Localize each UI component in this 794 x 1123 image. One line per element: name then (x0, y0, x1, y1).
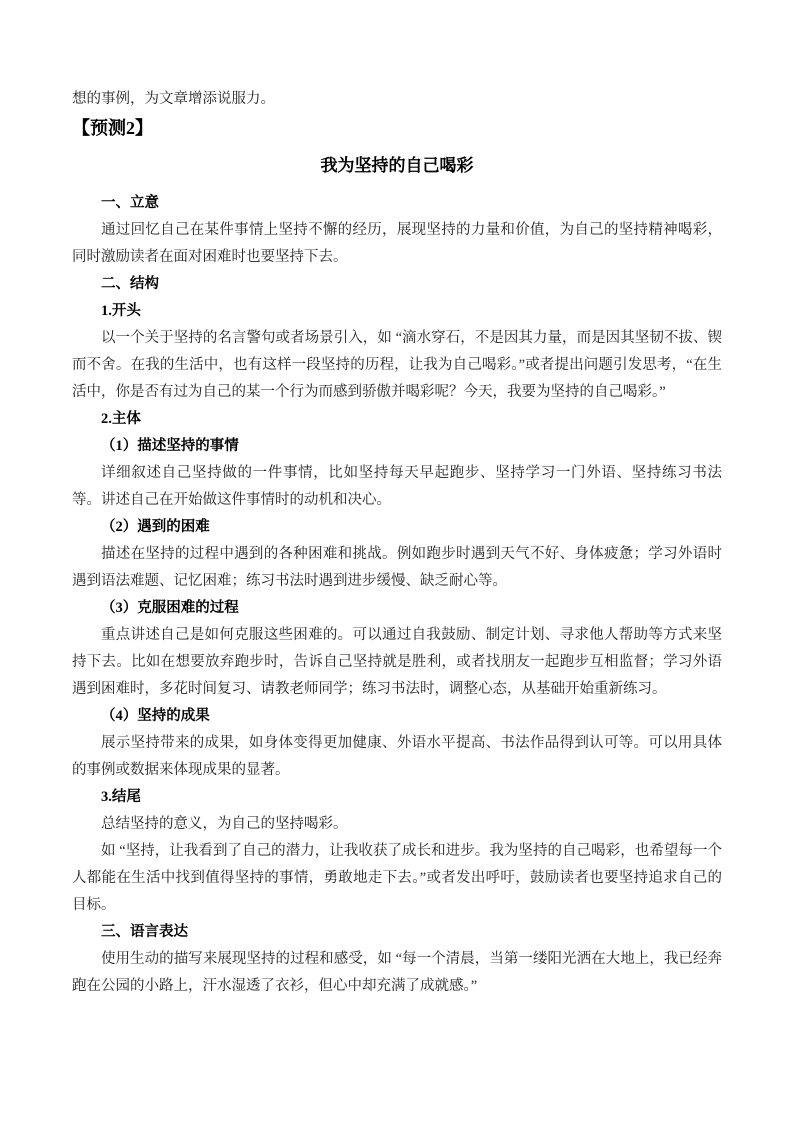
section-heading-prediction-2: 【预测2】 (72, 118, 153, 138)
essay-title: 我为坚持的自己喝彩 (320, 156, 474, 175)
paragraph-opening-body: 以一个关于坚持的名言警句或者场景引入，如 “滴水穿石，不是因其力量，而是因其坚韧不拔、锲而不舍。在我的生活中，也有这样一段坚持的历程，让我为自己喝彩。”或者提出问题引发思考，“在生活中，你是否有过为自己的某一个行为而感到骄傲并喝彩呢？今天，我要为坚持的自己喝彩。” (72, 330, 722, 400)
paragraph-describe-persistence: 详细叙述自己坚持做的一件事情，比如坚持每天早起跑步、坚持学习一门外语、坚持练习书法等。讲述自己在开始做这件事情时的动机和决心。 (72, 465, 722, 508)
paragraph-difficulties: 描述在坚持的过程中遇到的各种困难和挑战。例如跑步时遇到天气不好、身体疲惫；学习外语时遇到语法难题、记忆困难；练习书法时遇到进步缓慢、缺乏耐心等。 (72, 546, 722, 589)
heading-intent: 一、立意 (101, 195, 159, 211)
heading-ending: 3.结尾 (101, 789, 141, 805)
paragraph-overcoming-process: 重点讲述自己是如何克服这些困难的。可以通过自我鼓励、制定计划、寻求他人帮助等方式来坚持下去。比如在想要放弃跑步时，告诉自己坚持就是胜利，或者找朋友一起跑步互相监督；学习外语遇到困难时，多花时间复习、请教老师同学；练习书法时，调整心态，从基础开始重新练习。 (72, 627, 722, 697)
paragraph-continuation: 想的事例，为文章增添说服力。 (72, 91, 275, 107)
paragraph-intent-body: 通过回忆自己在某件事情上坚持不懈的经历，展现坚持的力量和价值，为自己的坚持精神喝彩，同时激励读者在面对困难时也要坚持下去。 (72, 222, 722, 265)
heading-main-body: 2.主体 (101, 411, 141, 427)
heading-difficulties: （2）遇到的困难 (101, 519, 210, 535)
heading-describe-persistence: （1）描述坚持的事情 (101, 438, 239, 454)
heading-overcoming-process: （3）克服困难的过程 (101, 600, 239, 616)
paragraph-results: 展示坚持带来的成果，如身体变得更加健康、外语水平提高、书法作品得到认可等。可以用具体的事例或数据来体现成果的显著。 (72, 735, 722, 778)
paragraph-language-expression: 使用生动的描写来展现坚持的过程和感受，如 “每一个清晨，当第一缕阳光洒在大地上，我已经奔跑在公园的小路上，汗水湿透了衣衫，但心中却充满了成就感。” (72, 951, 722, 994)
paragraph-ending-summary: 总结坚持的意义，为自己的坚持喝彩。 (101, 816, 348, 832)
heading-language-expression: 三、语言表达 (101, 924, 188, 940)
heading-opening: 1.开头 (101, 303, 141, 319)
heading-structure: 二、结构 (101, 276, 159, 292)
heading-results: （4）坚持的成果 (101, 708, 210, 724)
paragraph-ending-example: 如 “坚持，让我看到了自己的潜力，让我收获了成长和进步。我为坚持的自己喝彩，也希望每一个人都能在生活中找到值得坚持的事情，勇敢地走下去。”或者发出呼吁，鼓励读者也要坚持追求自己的目标。 (72, 843, 722, 913)
